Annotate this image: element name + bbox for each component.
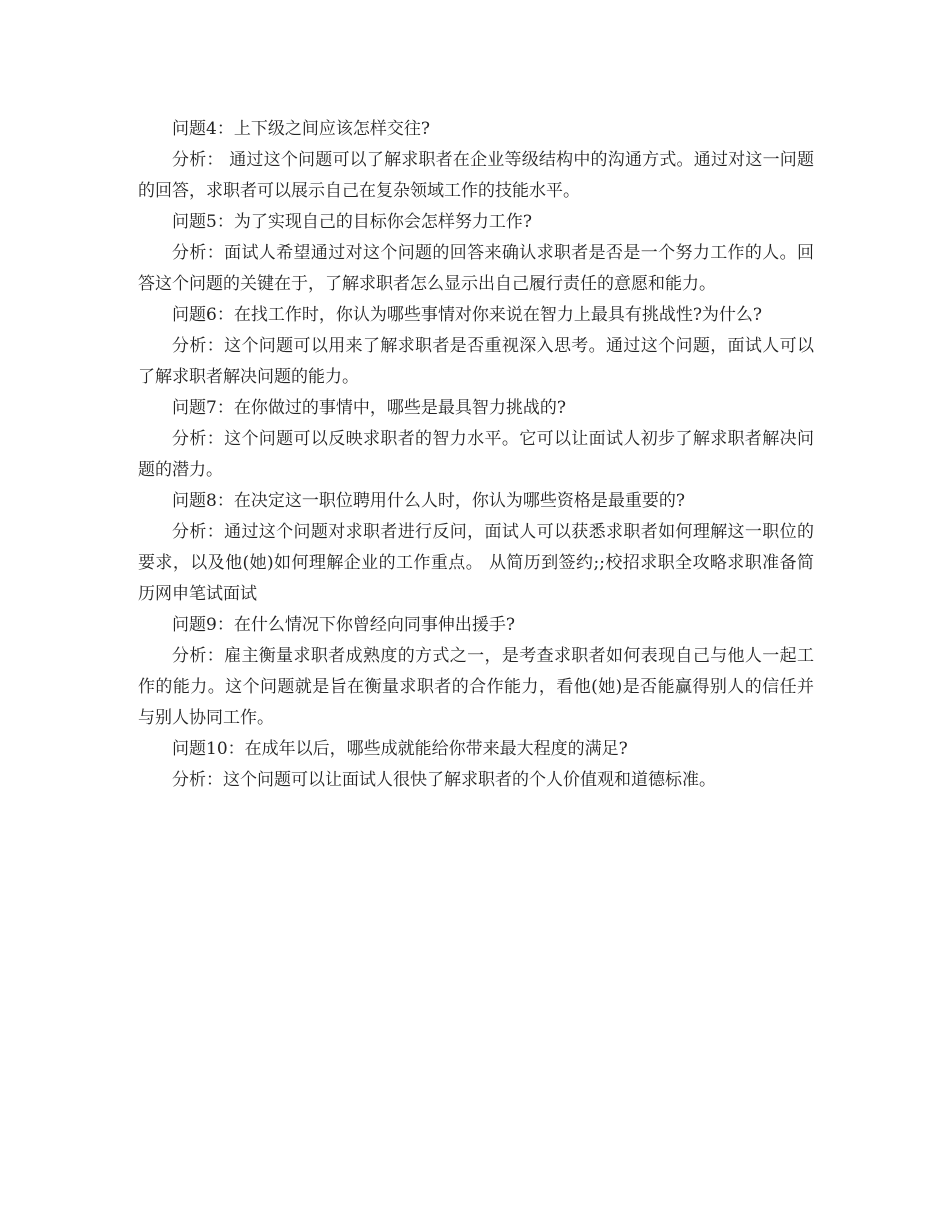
analysis-6: 分析：这个问题可以用来了解求职者是否重视深入思考。通过这个问题，面试人可以了解求职者解决问题的能力。 [138,336,814,387]
question-7: 问题7：在你做过的事情中，哪些是最具智力挑战的? [172,398,566,418]
analysis-5: 分析：面试人希望通过对这个问题的回答来确认求职者是否是一个努力工作的人。回答这个问题的关键在于，了解求职者怎么显示出自己履行责任的意愿和能力。 [138,243,814,294]
question-9: 问题9：在什么情况下你曾经向同事伸出援手? [172,615,515,635]
document-body [138,114,814,796]
question-10: 问题10：在成年以后，哪些成就能给你带来最大程度的满足? [172,739,628,759]
analysis-10: 分析：这个问题可以让面试人很快了解求职者的个人价值观和道德标准。 [172,770,716,790]
question-5: 问题5：为了实现自己的目标你会怎样努力工作? [172,212,532,232]
question-6: 问题6：在找工作时，你认为哪些事情对你来说在智力上最具有挑战性?为什么? [172,305,763,325]
analysis-7: 分析：这个问题可以反映求职者的智力水平。它可以让面试人初步了解求职者解决问题的潜力。 [138,429,814,480]
question-4: 问题4：上下级之间应该怎样交往? [172,119,430,139]
analysis-4: 分析： 通过这个问题可以了解求职者在企业等级结构中的沟通方式。通过对这一问题的回答，求职者可以展示自己在复杂领域工作的技能水平。 [138,150,814,201]
analysis-8: 分析：通过这个问题对求职者进行反问，面试人可以获悉求职者如何理解这一职位的要求，以及他(她)如何理解企业的工作重点。 从简历到签约;;校招求职全攻略求职准备简历网申笔试面试 [138,522,814,604]
analysis-9: 分析：雇主衡量求职者成熟度的方式之一，是考查求职者如何表现自己与他人一起工作的能力。这个问题就是旨在衡量求职者的合作能力，看他(她)是否能赢得别人的信任并与别人协同工作。 [138,646,814,728]
question-8: 问题8：在决定这一职位聘用什么人时，你认为哪些资格是最重要的? [172,491,685,511]
